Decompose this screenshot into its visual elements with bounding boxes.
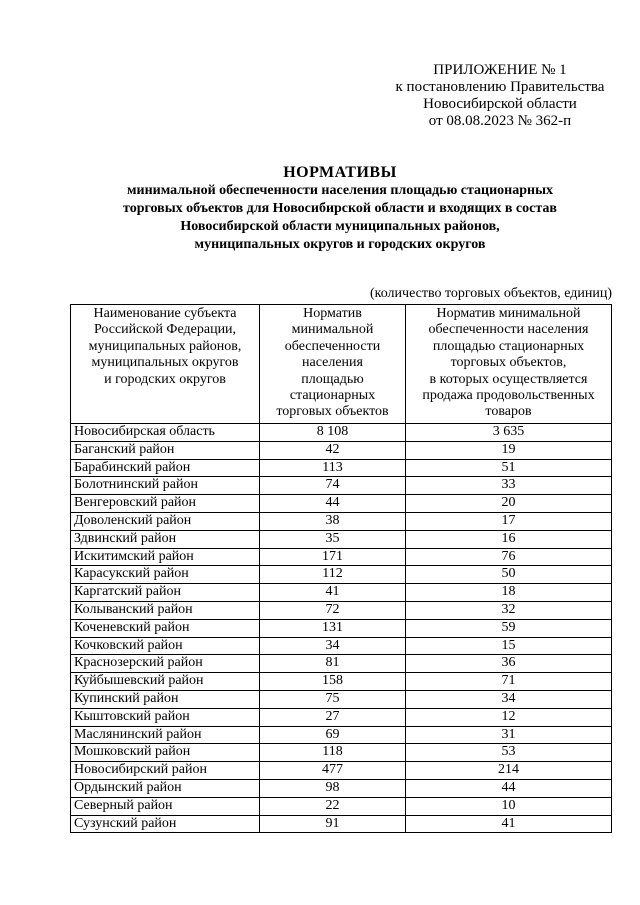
food-norm-cell: 17 — [406, 512, 612, 530]
table-row — [71, 779, 612, 797]
header-line: стационарных — [289, 388, 376, 404]
region-name-cell: Северный район — [71, 797, 260, 815]
region-name-cell: Сузунский район — [71, 815, 260, 833]
food-norm-cell: 20 — [406, 495, 612, 513]
table-row — [71, 815, 612, 833]
header-line: минимальной — [291, 322, 374, 338]
header-line: продажа продовольственных — [422, 388, 595, 404]
table-row — [71, 601, 612, 619]
total-norm-cell: 8 108 — [260, 424, 406, 442]
title-line: минимальной обеспеченности населения площадью стационарных — [126, 183, 554, 198]
appendix-region: Новосибирской области — [423, 96, 577, 112]
total-norm-cell: 171 — [260, 548, 406, 566]
total-norm-cell: 35 — [260, 530, 406, 548]
food-norm-cell: 34 — [406, 690, 612, 708]
region-name-cell: Краснозерский район — [71, 655, 260, 673]
region-name-cell: Венгеровский район — [71, 495, 260, 513]
region-name-cell: Кочковский район — [71, 637, 260, 655]
total-norm-cell: 81 — [260, 655, 406, 673]
region-name-cell: Доволенский район — [71, 512, 260, 530]
header-line: муниципальных округов — [91, 355, 239, 371]
header-line: обеспеченности населения — [428, 322, 589, 338]
title-line: муниципальных округов и городских округов — [194, 237, 486, 252]
food-norm-cell: 10 — [406, 797, 612, 815]
region-name-cell: Кыштовский район — [71, 708, 260, 726]
table-row — [71, 797, 612, 815]
header-line: товаров — [485, 404, 532, 420]
food-norm-cell: 51 — [406, 459, 612, 477]
region-name-cell: Куйбышевский район — [71, 673, 260, 691]
food-norm-cell: 59 — [406, 619, 612, 637]
region-name-cell: Новосибирский район — [71, 762, 260, 780]
document-title — [60, 164, 620, 254]
total-norm-cell: 91 — [260, 815, 406, 833]
food-norm-cell: 33 — [406, 477, 612, 495]
table-row — [71, 708, 612, 726]
food-norm-cell: 214 — [406, 762, 612, 780]
header-line: торговых объектов — [276, 404, 389, 420]
table-row — [71, 477, 612, 495]
header-region-name — [71, 305, 260, 424]
food-norm-cell: 16 — [406, 530, 612, 548]
food-norm-cell: 32 — [406, 601, 612, 619]
table-row — [71, 512, 612, 530]
header-line: и городских округов — [104, 371, 226, 387]
table-header-row — [71, 305, 612, 424]
total-norm-cell: 34 — [260, 637, 406, 655]
appendix-date: от 08.08.2023 № 362-п — [428, 113, 572, 129]
title-line: торговых объектов для Новосибирской области и входящих в состав — [123, 201, 557, 216]
food-norm-cell: 12 — [406, 708, 612, 726]
region-name-cell: Мошковский район — [71, 744, 260, 762]
header-line: Российской Федерации, — [93, 322, 237, 338]
table-row — [71, 566, 612, 584]
header-line: Норматив — [303, 306, 362, 321]
header-food-norm — [406, 305, 612, 424]
header-line: муниципальных районов, — [88, 338, 242, 354]
total-norm-cell: 98 — [260, 779, 406, 797]
food-norm-cell: 31 — [406, 726, 612, 744]
region-name-cell: Коченевский район — [71, 619, 260, 637]
total-norm-cell: 42 — [260, 441, 406, 459]
total-norm-cell: 38 — [260, 512, 406, 530]
total-norm-cell: 118 — [260, 744, 406, 762]
norms-table — [70, 304, 612, 833]
header-line: Норматив минимальной — [436, 306, 581, 321]
table-row — [71, 530, 612, 548]
food-norm-cell: 3 635 — [406, 424, 612, 442]
units-note: (количество торговых объектов, единиц) — [369, 286, 612, 301]
region-name-cell: Баганский район — [71, 441, 260, 459]
region-name-cell: Искитимский район — [71, 548, 260, 566]
table-row — [71, 762, 612, 780]
header-line: площадью стационарных — [432, 338, 585, 354]
total-norm-cell: 75 — [260, 690, 406, 708]
region-name-cell: Болотнинский район — [71, 477, 260, 495]
food-norm-cell: 53 — [406, 744, 612, 762]
total-norm-cell: 44 — [260, 495, 406, 513]
total-norm-cell: 131 — [260, 619, 406, 637]
food-norm-cell: 41 — [406, 815, 612, 833]
region-name-cell: Здвинский район — [71, 530, 260, 548]
total-norm-cell: 22 — [260, 797, 406, 815]
total-norm-cell: 112 — [260, 566, 406, 584]
region-name-cell: Маслянинский район — [71, 726, 260, 744]
food-norm-cell: 18 — [406, 584, 612, 602]
food-norm-cell: 15 — [406, 637, 612, 655]
region-name-cell: Каргатский район — [71, 584, 260, 602]
total-norm-cell: 158 — [260, 673, 406, 691]
total-norm-cell: 477 — [260, 762, 406, 780]
food-norm-cell: 76 — [406, 548, 612, 566]
header-line: торговых объектов, — [450, 355, 567, 371]
title-line: Новосибирской области муниципальных районов, — [180, 219, 500, 234]
total-norm-cell: 69 — [260, 726, 406, 744]
header-line: в которых осуществляется — [429, 371, 588, 387]
food-norm-cell: 50 — [406, 566, 612, 584]
food-norm-cell: 44 — [406, 779, 612, 797]
region-name-cell: Барабинский район — [71, 459, 260, 477]
region-name-cell: Колыванский район — [71, 601, 260, 619]
appendix-number: ПРИЛОЖЕНИЕ № 1 — [433, 62, 567, 78]
food-norm-cell: 19 — [406, 441, 612, 459]
header-line: населения — [302, 355, 363, 371]
total-norm-cell: 113 — [260, 459, 406, 477]
table-row — [71, 744, 612, 762]
table-row — [71, 690, 612, 708]
table-row — [71, 459, 612, 477]
region-name-cell: Ордынский район — [71, 779, 260, 797]
header-line: Наименование субъекта — [93, 306, 237, 321]
appendix-reference: к постановлению Правительства — [395, 79, 605, 95]
region-name-cell: Новосибирская область — [71, 424, 260, 442]
region-name-cell: Купинский район — [71, 690, 260, 708]
table-row — [71, 673, 612, 691]
appendix-block — [380, 62, 620, 130]
food-norm-cell: 71 — [406, 673, 612, 691]
table-row — [71, 548, 612, 566]
table-row — [71, 637, 612, 655]
total-norm-cell: 41 — [260, 584, 406, 602]
table-row — [71, 584, 612, 602]
table-row — [71, 424, 612, 442]
total-norm-cell: 74 — [260, 477, 406, 495]
table-row — [71, 726, 612, 744]
header-line: площадью — [301, 371, 364, 387]
food-norm-cell: 36 — [406, 655, 612, 673]
header-total-norm — [260, 305, 406, 424]
header-line: обеспеченности — [284, 338, 381, 354]
table-row — [71, 655, 612, 673]
table-body — [71, 424, 612, 833]
total-norm-cell: 72 — [260, 601, 406, 619]
table-row — [71, 441, 612, 459]
total-norm-cell: 27 — [260, 708, 406, 726]
table-row — [71, 619, 612, 637]
table-row — [71, 495, 612, 513]
region-name-cell: Карасукский район — [71, 566, 260, 584]
title-heading: НОРМАТИВЫ — [283, 164, 397, 181]
